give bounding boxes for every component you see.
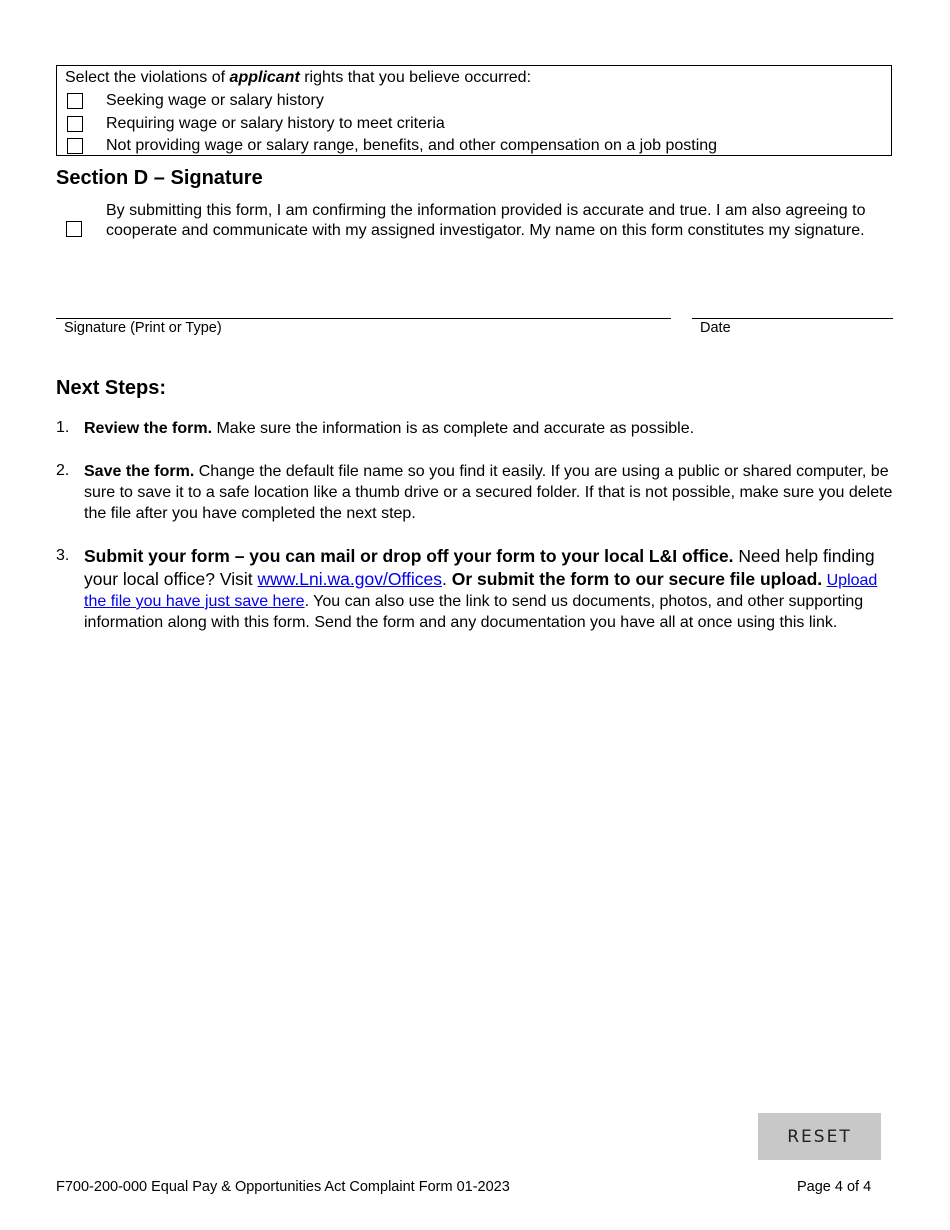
step-3-text: Submit your form – you can mail or drop off your form to your local L&I office. Need help finding your local office? Visit www.Lni.wa.gov/Offices. Or submit the form to our secure file upload. Upload the file you have just save here. You can also use the link to send us documents, photos, and other supporting information along with this form. Send the form and any documentation you have all at once using this link. [84, 546, 878, 631]
date-label: Date [700, 320, 731, 336]
violation-checkbox-requiring-history[interactable] [67, 116, 83, 132]
step-number: 1. [56, 419, 70, 436]
violations-box [56, 65, 892, 156]
page-number: Page 4 of 4 [797, 1179, 872, 1195]
violation-label: Seeking wage or salary history [106, 92, 324, 109]
violation-checkbox-seeking-history[interactable] [67, 93, 83, 109]
applicant-emphasis: applicant [229, 69, 300, 86]
attestation-checkbox[interactable] [66, 221, 82, 237]
offices-link[interactable]: www.Lni.wa.gov/Offices [257, 569, 442, 589]
attestation-text: By submitting this form, I am confirming the information provided is accurate and true. I am also agreeing to cooperate and communicate with my assigned investigator. My name on this form constitutes my signature. [106, 202, 866, 239]
violation-checkbox-no-wage-range[interactable] [67, 138, 83, 154]
step-2-text: Save the form. Change the default file name so you find it easily. If you are using a public or shared computer, be sure to save it to a safe location like a thumb drive or a secured folder. If that is not possible, make sure you delete the file after you have completed the next step. [84, 463, 893, 522]
signature-label: Signature (Print or Type) [64, 320, 222, 336]
violations-prompt: Select the violations of applicant rights that you believe occurred: [65, 69, 532, 86]
reset-button[interactable]: RESET [758, 1113, 881, 1160]
step-number: 3. [56, 547, 70, 564]
violation-label: Requiring wage or salary history to meet criteria [106, 115, 445, 132]
date-field[interactable] [692, 318, 893, 319]
upload-file-link[interactable]: Upload the file you have just save here [84, 572, 878, 610]
step-1-text: Review the form. Make sure the information is as complete and accurate as possible. [84, 420, 695, 437]
step-number: 2. [56, 462, 70, 479]
next-steps-heading: Next Steps: [56, 377, 167, 399]
signature-field[interactable] [56, 318, 671, 319]
section-d-heading: Section D – Signature [56, 167, 263, 189]
form-id-footer: F700-200-000 Equal Pay & Opportunities Act Complaint Form 01-2023 [56, 1179, 510, 1195]
violation-label: Not providing wage or salary range, benefits, and other compensation on a job posting [106, 137, 718, 154]
